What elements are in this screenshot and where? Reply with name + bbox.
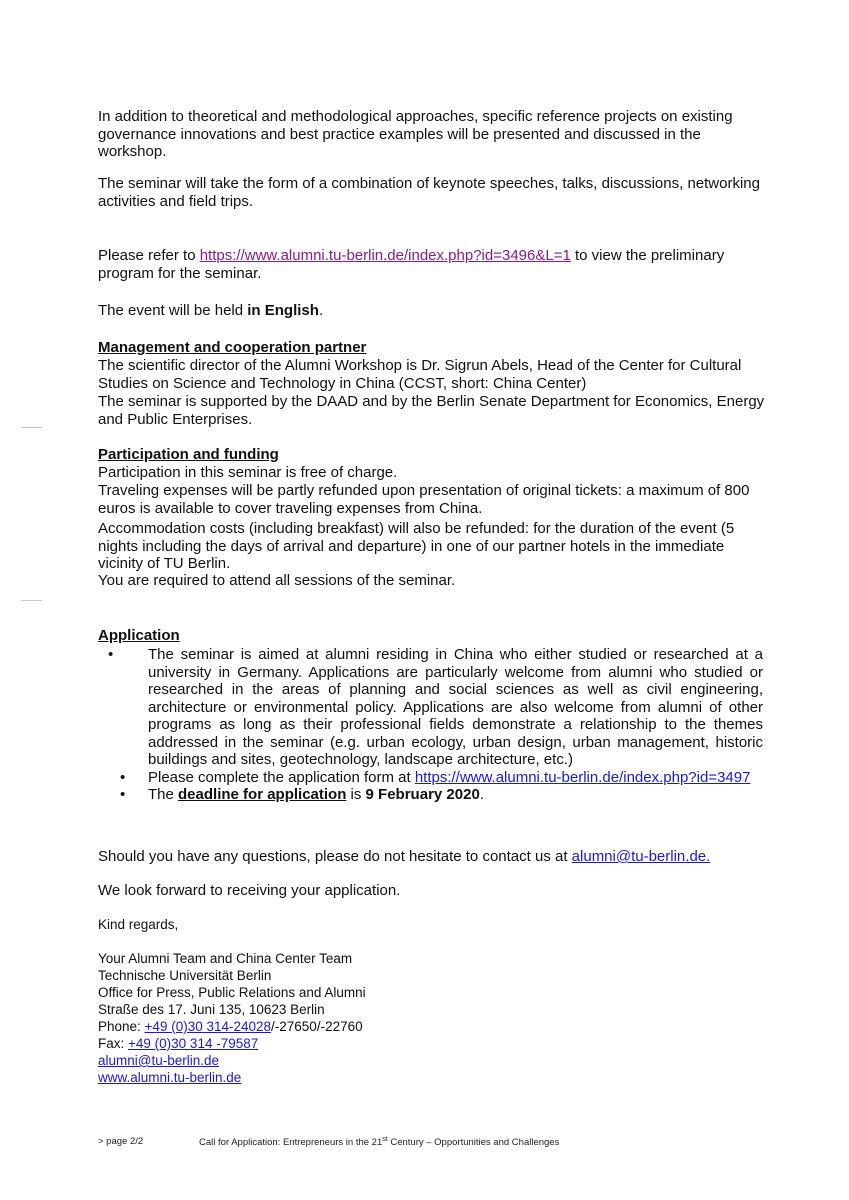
fax-label: Fax:: [98, 1036, 129, 1051]
signature-team: Your Alumni Team and China Center Team: [98, 951, 353, 966]
signature-web: [98, 1069, 366, 1086]
footer-title-sup: st: [382, 1136, 388, 1143]
participation-heading: [98, 446, 768, 464]
signature-block: [98, 950, 366, 1086]
application-form-link[interactable]: https://www.alumni.tu-berlin.de/index.php?id=3497: [414, 768, 751, 786]
participation-line-3: Accommodation costs (including breakfast) will also be refunded: for the duration of the event (5 nights including the days of arrival and departure) in one of our partner hotels in the immediate vicinity of TU Berlin.: [98, 520, 735, 572]
signature-fax: [98, 1035, 366, 1052]
footer-title: [199, 1136, 559, 1148]
look-forward-paragraph: We look forward to receiving your application.: [98, 882, 401, 899]
footer-title-before: Call for Application: Entrepreneurs in the 21: [199, 1137, 383, 1149]
language-english: in English: [247, 302, 319, 319]
signature-email: [98, 1052, 366, 1069]
website-link[interactable]: www.alumni.tu-berlin.de: [98, 1070, 242, 1085]
signature-phone: [98, 1018, 366, 1035]
contact-email-link[interactable]: alumni@tu-berlin.de.: [571, 848, 711, 865]
application-list: [98, 646, 763, 804]
participation-heading-text: Participation and funding: [98, 446, 279, 463]
intro-p3-text-before: Please refer to: [98, 247, 200, 264]
bullet-icon: •: [108, 646, 114, 663]
signature-university: Technische Universität Berlin: [98, 968, 272, 983]
deadline-label: deadline for application: [178, 786, 347, 803]
intro-paragraph-3: [98, 247, 768, 282]
phone-label: Phone:: [98, 1019, 145, 1034]
phone-extensions: /-27650/-22760: [271, 1019, 363, 1034]
questions-text: Should you have any questions, please do not hesitate to contact us at: [98, 848, 572, 865]
application-bullet-3-is: is: [346, 786, 366, 803]
questions-paragraph: [98, 848, 768, 866]
intro-p4-text-before: The event will be held: [98, 302, 248, 319]
margin-mark: [21, 600, 42, 601]
email-link[interactable]: alumni@tu-berlin.de: [98, 1053, 220, 1068]
management-heading-text: Management and cooperation partner: [98, 339, 367, 356]
participation-line-2: Traveling expenses will be partly refunded upon presentation of original tickets: a maximum of 800 euros is available to cover traveling expenses from China.: [98, 482, 750, 517]
list-item: [98, 646, 763, 769]
intro-paragraph-4: [98, 302, 768, 320]
footer-title-after: Century – Opportunities and Challenges: [387, 1137, 560, 1149]
bullet-icon: •: [120, 786, 126, 803]
management-heading: [98, 339, 768, 357]
application-bullet-2-text: Please complete the application form at: [148, 768, 415, 786]
participation-line-4: You are required to attend all sessions of the seminar.: [98, 572, 456, 589]
intro-p4-text-after: .: [318, 302, 324, 319]
fax-link[interactable]: +49 (0)30 314 -79587: [128, 1036, 259, 1051]
footer-page-number: > page 2/2: [98, 1136, 144, 1147]
bullet-icon: •: [120, 768, 126, 786]
application-heading-text: Application: [98, 627, 180, 644]
intro-paragraph-2: The seminar will take the form of a combination of keynote speeches, talks, discussions, networking activities and field trips.: [98, 175, 760, 210]
signature-office: Office for Press, Public Relations and Alumni: [98, 985, 366, 1000]
management-line-1: The scientific director of the Alumni Workshop is Dr. Sigrun Abels, Head of the Center for Cultural Studies on Science and Technology in China (CCST, short: China Center): [98, 357, 742, 392]
margin-mark: [21, 427, 42, 428]
application-heading: [98, 627, 768, 645]
intro-paragraph-1: In addition to theoretical and methodological approaches, specific reference projects on existing governance innovations and best practice examples will be presented and discussed in the workshop.: [98, 108, 733, 160]
signature-address: Straße des 17. Juni 135, 10623 Berlin: [98, 1002, 325, 1017]
phone-link[interactable]: +49 (0)30 314-24028: [144, 1019, 272, 1034]
intro-p3-text-after: to view the preliminary program for the seminar.: [98, 247, 725, 282]
kind-regards: Kind regards,: [98, 917, 179, 932]
application-bullet-3-end: .: [479, 786, 484, 803]
management-line-2: The seminar is supported by the DAAD and by the Berlin Senate Department for Economics, Energy and Public Enterprises.: [98, 393, 765, 428]
list-item: [98, 769, 763, 787]
list-item: [98, 786, 763, 804]
deadline-date: 9 February 2020: [365, 786, 480, 803]
application-bullet-3-the: The: [148, 786, 179, 803]
program-link[interactable]: https://www.alumni.tu-berlin.de/index.php?id=3496&L=1: [199, 247, 571, 264]
participation-line-1: Participation in this seminar is free of charge.: [98, 464, 398, 481]
application-bullet-1-text: The seminar is aimed at alumni residing in China who either studied or researched at a university in Germany. Applications are particularly welcome from alumni who studied or researched in the areas of planning and social sciences as well as civil engineering, architecture or environmental policy. Applications are also welcome from alumni of other programs as long as their professional fields demonstrate a relationship to the themes addressed in the seminar (e.g. urban ecology, urban design, urban management, historic buildings and sites, geotechnology, landscape architecture, etc.): [148, 646, 763, 768]
